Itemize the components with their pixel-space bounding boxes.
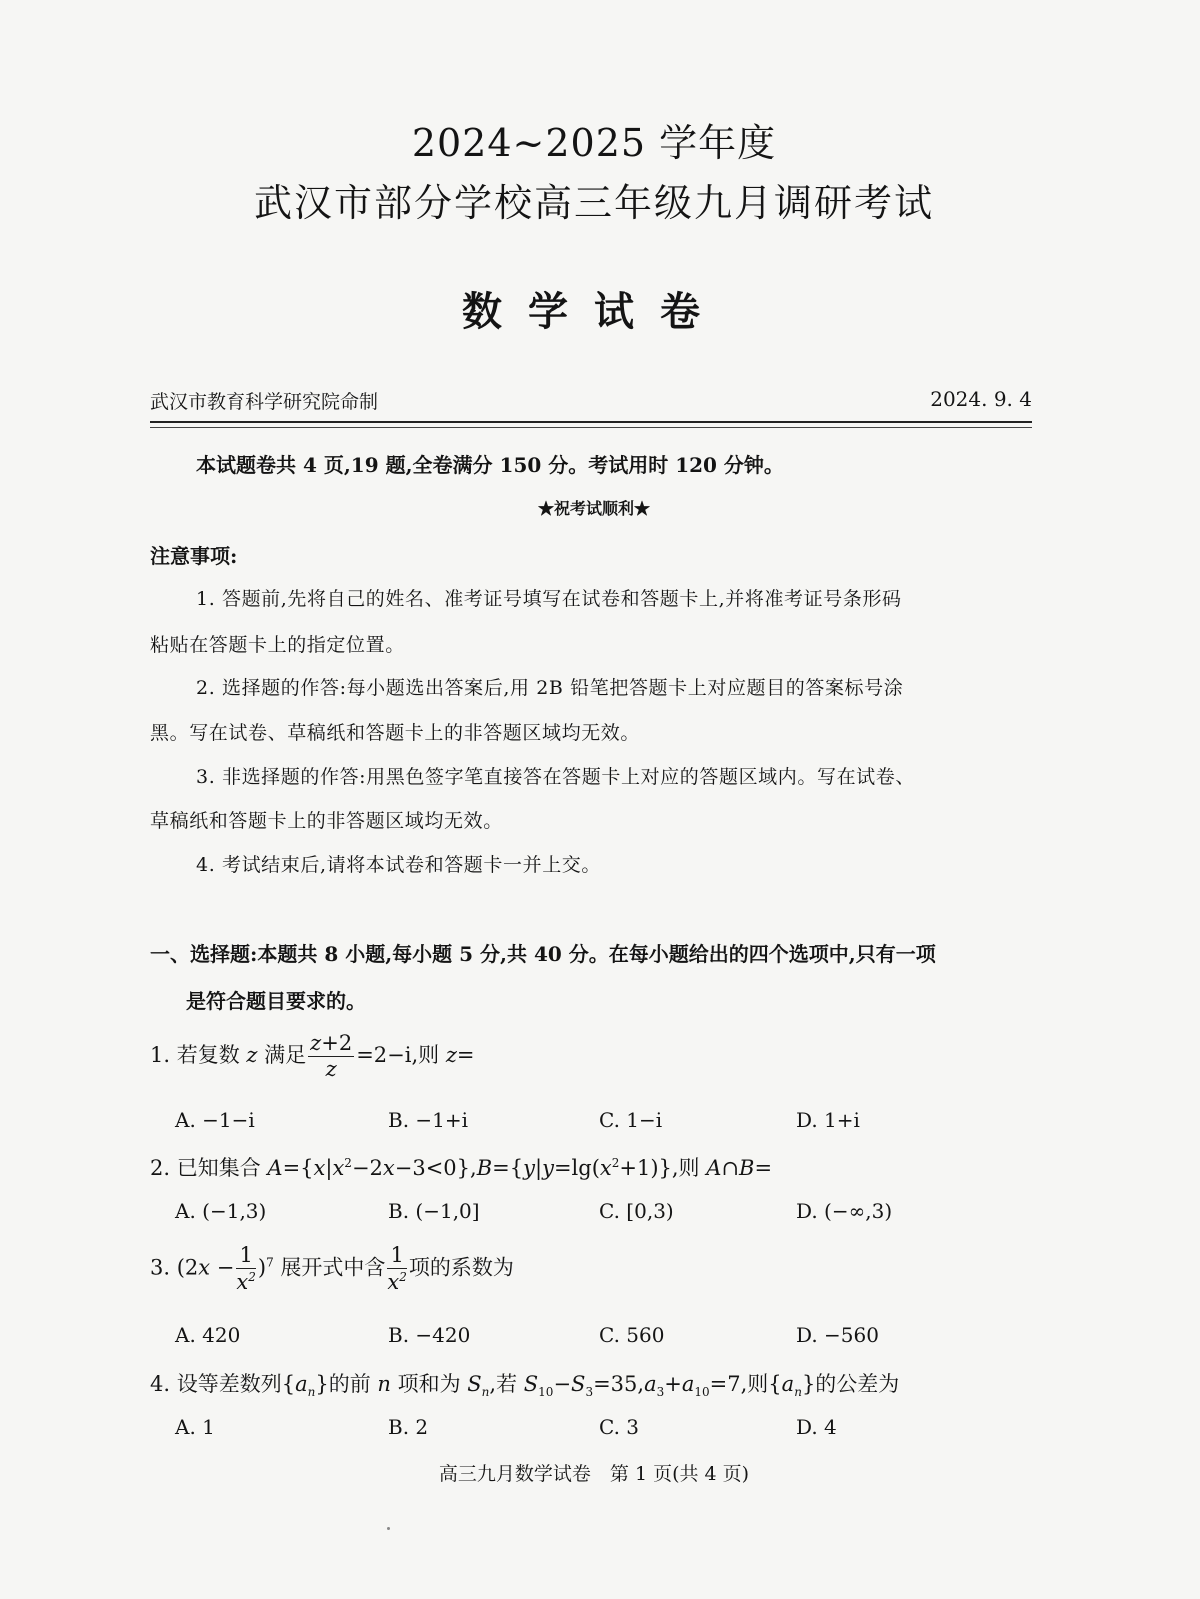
page-footer: 高三九月数学试卷 第 1 页(共 4 页) [438,1463,750,1485]
notice-item-3-line-2: 草稿纸和答题卡上的非答题区域均无效。 [150,810,503,832]
question-4-stem: 4. 设等差数列$\{a_n\}$的前 n 项和为 $S_n$,若 $S_{10}-S_3=35,a_3+a_{10}=7$,则$\{a_n\}$的公差为 [150,1372,900,1400]
question-3-option-c[interactable]: C. 560 [599,1323,665,1347]
good-luck-banner: ★祝考试顺利★ [537,499,650,518]
notice-item-3-line-1: 3. 非选择题的作答:用黑色签字笔直接答在答题卡上对应的答题区域内。写在试卷、 [196,766,915,788]
notice-item-2-line-1: 2. 选择题的作答:每小题选出答案后,用 2B 铅笔把答题卡上对应题目的答案标号涂 [196,677,904,699]
notice-item-4: 4. 考试结束后,请将本试卷和答题卡一并上交。 [196,854,602,876]
question-3-option-d[interactable]: D. −560 [796,1323,879,1347]
question-2-stem: 2. 已知集合 $A=\{x|x^2-2x-3<0\},B=\{y|y=\lg(x^2+1)\}$,则 A∩B= [150,1156,773,1180]
question-2-option-a[interactable]: A. (−1,3) [175,1199,267,1223]
notice-title: 注意事项: [150,544,238,568]
question-4-option-c[interactable]: C. 3 [599,1415,640,1439]
subject-title: 数学试卷 [462,288,726,335]
question-1-option-c[interactable]: C. 1−i [599,1108,663,1132]
question-4-option-a[interactable]: A. 1 [175,1415,215,1439]
question-1-option-a[interactable]: A. −1−i [175,1108,255,1132]
publisher: 武汉市教育科学研究院命制 [150,391,379,413]
question-3-option-a[interactable]: A. 420 [175,1323,241,1347]
scan-speck [387,1527,390,1530]
question-1-stem: 1. 若复数 z 满足 $\frac{z+2}{z}$ =2−i,则 z= [150,1031,475,1081]
notice-item-2-line-2: 黑。写在试卷、草稿纸和答题卡上的非答题区域均无效。 [150,722,641,744]
notice-item-1-line-1: 1. 答题前,先将自己的姓名、准考证号填写在试卷和答题卡上,并将准考证号条形码 [196,588,902,610]
question-3-stem: 3. (2x − $\frac{1}{x^2}$ )$^7$ 展开式中含 $\frac{1}{x^2}$ 项的系数为 [150,1243,514,1294]
question-1-option-b[interactable]: B. −1+i [388,1108,469,1132]
question-1-option-d[interactable]: D. 1+i [796,1108,860,1132]
question-4-option-d[interactable]: D. 4 [796,1415,837,1439]
question-3-option-b[interactable]: B. −420 [388,1323,471,1347]
section-1-heading-line-2: 是符合题目要求的。 [186,989,366,1013]
question-2-option-c[interactable]: C. [0,3) [599,1199,674,1223]
exam-date: 2024. 9. 4 [930,387,1032,411]
question-2-option-d[interactable]: D. (−∞,3) [796,1199,893,1223]
header-rule-thick [150,421,1032,423]
question-4-option-b[interactable]: B. 2 [388,1415,429,1439]
exam-title: 武汉市部分学校高三年级九月调研考试 [253,181,934,225]
question-2-option-b[interactable]: B. (−1,0] [388,1199,480,1223]
notice-item-1-line-2: 粘贴在答题卡上的指定位置。 [150,634,405,656]
year-title: 2024~2025 学年度 [411,121,777,165]
header-rule-thin [150,427,1032,428]
intro-text: 本试题卷共 4 页,19 题,全卷满分 150 分。考试用时 120 分钟。 [196,453,784,477]
section-1-heading-line-1: 一、选择题:本题共 8 小题,每小题 5 分,共 40 分。在每小题给出的四个选项中,只有一项 [150,942,936,966]
